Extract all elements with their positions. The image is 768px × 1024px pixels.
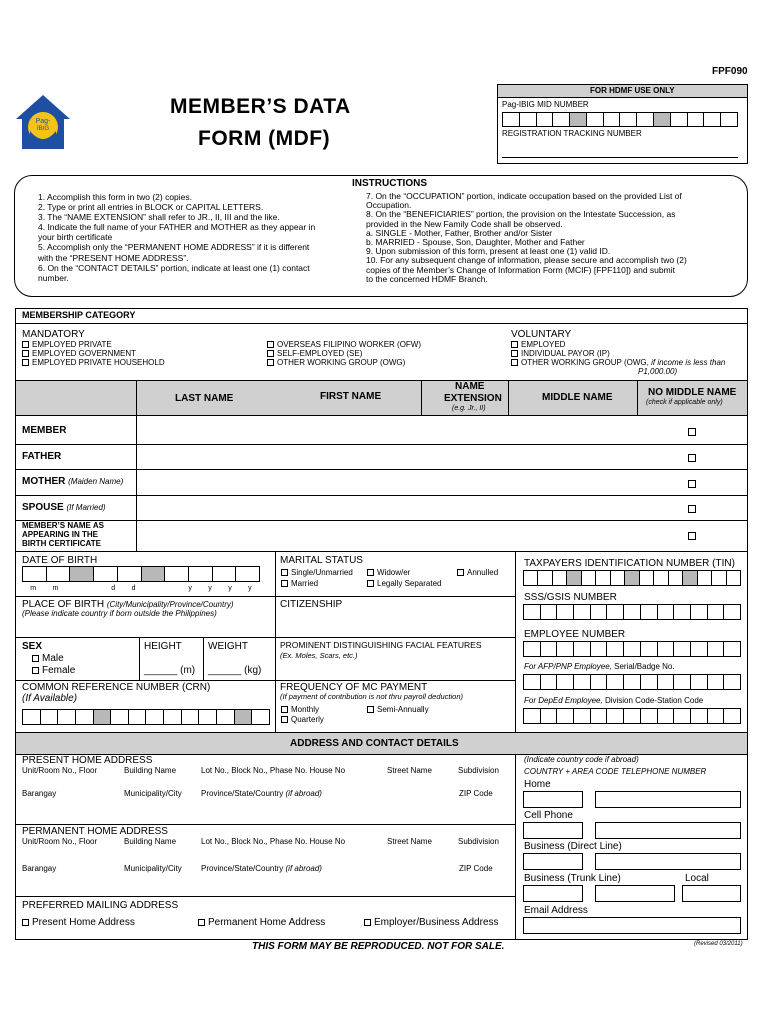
checkbox[interactable] bbox=[511, 341, 518, 348]
biz-trunk-phone-input[interactable] bbox=[595, 885, 675, 902]
mid-number-field[interactable] bbox=[502, 112, 738, 127]
present-col-barangay: Barangay bbox=[22, 789, 57, 798]
row-birthcert-1: MEMBER’S NAME AS bbox=[22, 521, 104, 530]
marital-single[interactable]: Single/Unmarried bbox=[281, 569, 353, 578]
vol-individual-payor[interactable]: INDIVIDUAL PAYOR (IP) bbox=[511, 350, 610, 359]
checkbox[interactable] bbox=[22, 341, 29, 348]
checkbox[interactable] bbox=[367, 569, 374, 576]
instructions-right: 7. On the “OCCUPATION” portion, indicate occupation based on the provided List of Occupation. 8. On the “BENEFICIARIES” portion, the provision on the Intestate Succession, as provided in the New Family Code shall be observed. a. SINGLE - Mother, Father, Brother and/or Sister b. MARRIED - Spouse, Son, Daughter, Mother and Father 9. Upon submission of this form, present at least one (1) valid ID. 10. For any subsequent change of information, please secure and accomplish two (2) copies of the Member’s Change of Information Form (MCIF) [FPF110]) and submit to the concerned HDMF Branch. bbox=[366, 191, 687, 284]
checkbox[interactable] bbox=[281, 569, 288, 576]
sex-female[interactable]: Female bbox=[32, 665, 75, 676]
birthcert-no-middle-checkbox[interactable] bbox=[688, 532, 696, 540]
cell-area-code-input[interactable] bbox=[523, 822, 583, 839]
crn-label: COMMON REFERENCE NUMBER (CRN) bbox=[22, 682, 211, 693]
mailing-employer[interactable]: Employer/Business Address bbox=[364, 917, 499, 928]
freq-semi-annually[interactable]: Semi-Annually bbox=[367, 706, 429, 715]
marital-widow[interactable]: Widow/er bbox=[367, 569, 410, 578]
checkbox[interactable] bbox=[32, 655, 39, 662]
home-area-code-input[interactable] bbox=[523, 791, 583, 808]
form-code: FPF090 bbox=[712, 66, 748, 77]
col-name-ext-1: NAME bbox=[455, 381, 485, 392]
employee-number-field[interactable] bbox=[523, 641, 741, 657]
birthcert-name-input[interactable] bbox=[137, 521, 677, 551]
col-no-middle-note: (check if applicable only) bbox=[646, 399, 723, 406]
revised-note: (Revised 03/2011) bbox=[694, 941, 743, 947]
col-last-name: LAST NAME bbox=[175, 393, 234, 404]
tin-label: TAXPAYERS IDENTIFICATION NUMBER (TIN) bbox=[524, 558, 735, 569]
present-address-label: PRESENT HOME ADDRESS bbox=[22, 755, 153, 766]
home-phone-input[interactable] bbox=[595, 791, 741, 808]
email-label: Email Address bbox=[524, 905, 588, 916]
checkbox[interactable] bbox=[281, 706, 288, 713]
checkbox[interactable] bbox=[22, 919, 29, 926]
citizenship-label: CITIZENSHIP bbox=[280, 599, 343, 610]
col-name-ext-note: (e.g. Jr., II) bbox=[452, 405, 486, 412]
home-label: Home bbox=[524, 779, 551, 790]
dob-label: DATE OF BIRTH bbox=[22, 555, 98, 566]
present-col-zip: ZIP Code bbox=[459, 789, 493, 798]
checkbox[interactable] bbox=[267, 341, 274, 348]
voluntary-label: VOLUNTARY bbox=[511, 329, 572, 340]
rtn-label: REGISTRATION TRACKING NUMBER bbox=[502, 129, 642, 138]
checkbox[interactable] bbox=[198, 919, 205, 926]
row-spouse: SPOUSE (If Married) bbox=[22, 502, 106, 513]
cat-owg[interactable]: OTHER WORKING GROUP (OWG) bbox=[267, 359, 405, 368]
permanent-col-zip: ZIP Code bbox=[459, 864, 493, 873]
crn-note: (If Available) bbox=[22, 693, 78, 704]
rtn-field[interactable] bbox=[502, 157, 738, 158]
present-col-subdivision: Subdivision bbox=[458, 766, 499, 775]
spouse-no-middle-checkbox[interactable] bbox=[688, 505, 696, 513]
freq-quarterly[interactable]: Quarterly bbox=[281, 716, 324, 725]
weight-input[interactable]: ______ (kg) bbox=[208, 665, 262, 676]
checkbox[interactable] bbox=[281, 580, 288, 587]
checkbox[interactable] bbox=[32, 667, 39, 674]
dob-field[interactable] bbox=[22, 566, 260, 582]
pob-input[interactable] bbox=[16, 620, 274, 636]
col-name-ext-2: EXTENSION bbox=[444, 393, 502, 404]
present-col-lot: Lot No., Block No., Phase No. House No bbox=[201, 766, 346, 775]
marital-separated[interactable]: Legally Separated bbox=[367, 580, 442, 589]
permanent-col-building: Building Name bbox=[124, 837, 177, 846]
permanent-col-subdivision: Subdivision bbox=[458, 837, 499, 846]
dob-format: m m d d y y y y bbox=[30, 585, 252, 592]
checkbox[interactable] bbox=[367, 580, 374, 587]
weight-label: WEIGHT bbox=[208, 641, 248, 652]
deped-label: For DepEd Employee, Division Code-Station Code bbox=[524, 696, 704, 705]
page-title-line1: MEMBER’S DATA bbox=[170, 95, 351, 118]
permanent-col-lot: Lot No., Block No., Phase No. House No bbox=[201, 837, 346, 846]
page-title-line2: FORM (MDF) bbox=[198, 127, 331, 150]
row-birthcert-3: BIRTH CERTIFICATE bbox=[22, 539, 101, 548]
biz-direct-phone-input[interactable] bbox=[595, 853, 741, 870]
local-label: Local bbox=[685, 873, 709, 884]
height-label: HEIGHT bbox=[144, 641, 182, 652]
vol-employed[interactable]: EMPLOYED bbox=[511, 341, 565, 350]
mailing-permanent[interactable]: Permanent Home Address bbox=[198, 917, 325, 928]
col-middle-name: MIDDLE NAME bbox=[542, 392, 613, 403]
biz-direct-area-code-input[interactable] bbox=[523, 853, 583, 870]
present-address-input[interactable] bbox=[16, 778, 514, 824]
sss-label: SSS/GSIS NUMBER bbox=[524, 592, 617, 603]
mailing-present[interactable]: Present Home Address bbox=[22, 917, 135, 928]
sss-field[interactable] bbox=[523, 604, 741, 620]
checkbox[interactable] bbox=[22, 350, 29, 357]
father-no-middle-checkbox[interactable] bbox=[688, 454, 696, 462]
address-heading: ADDRESS AND CONTACT DETAILS bbox=[290, 738, 459, 749]
vol-owg[interactable]: OTHER WORKING GROUP (OWG, if income is less than bbox=[511, 359, 725, 368]
marital-label: MARITAL STATUS bbox=[280, 555, 363, 566]
member-name-input[interactable] bbox=[137, 416, 677, 444]
email-input[interactable] bbox=[523, 917, 741, 934]
permanent-address-label: PERMANENT HOME ADDRESS bbox=[22, 826, 168, 837]
contact-cols: COUNTRY + AREA CODE TELEPHONE NUMBER bbox=[524, 767, 707, 776]
instructions-heading: INSTRUCTIONS bbox=[352, 178, 427, 189]
row-member: MEMBER bbox=[22, 425, 67, 436]
checkbox[interactable] bbox=[367, 706, 374, 713]
checkbox[interactable] bbox=[457, 569, 464, 576]
spouse-name-input[interactable] bbox=[137, 496, 677, 520]
hdmf-header: FOR HDMF USE ONLY bbox=[590, 86, 675, 95]
svg-text:Pag-: Pag- bbox=[35, 118, 51, 125]
sex-male[interactable]: Male bbox=[32, 653, 64, 664]
freq-label: FREQUENCY OF MC PAYMENT bbox=[280, 682, 428, 693]
pag-ibig-logo-icon bbox=[14, 93, 72, 153]
row-father: FATHER bbox=[22, 451, 62, 462]
biz-trunk-area-code-input[interactable] bbox=[523, 885, 583, 902]
biz-direct-label: Business (Direct Line) bbox=[524, 841, 622, 852]
permanent-col-unit: Unit/Room No., Floor bbox=[22, 837, 98, 846]
cat-employed-private[interactable]: EMPLOYED PRIVATE bbox=[22, 341, 112, 350]
col-first-name: FIRST NAME bbox=[320, 391, 382, 402]
freq-note: (If payment of contribution is not thru payroll deduction) bbox=[280, 692, 464, 701]
employee-number-label: EMPLOYEE NUMBER bbox=[524, 629, 626, 640]
mother-name-input[interactable] bbox=[137, 470, 677, 495]
checkbox[interactable] bbox=[22, 359, 29, 366]
owg-note: P1,000.00) bbox=[638, 367, 678, 376]
cell-phone-input[interactable] bbox=[595, 822, 741, 839]
crn-field[interactable] bbox=[22, 709, 270, 725]
sex-label: SEX bbox=[22, 641, 43, 652]
checkbox[interactable] bbox=[267, 359, 274, 366]
mailing-address-label: PREFERRED MAILING ADDRESS bbox=[22, 900, 179, 911]
freq-monthly[interactable]: Monthly bbox=[281, 706, 319, 715]
row-mother: MOTHER (Maiden Name) bbox=[22, 476, 124, 487]
cat-employed-government[interactable]: EMPLOYED GOVERNMENT bbox=[22, 350, 136, 359]
checkbox[interactable] bbox=[267, 350, 274, 357]
mandatory-label: MANDATORY bbox=[22, 329, 85, 340]
footer-note: THIS FORM MAY BE REPRODUCED. NOT FOR SALE. bbox=[252, 941, 505, 952]
checkbox[interactable] bbox=[364, 919, 371, 926]
permanent-col-street: Street Name bbox=[387, 837, 432, 846]
deped-field[interactable] bbox=[523, 708, 741, 724]
cell-label: Cell Phone bbox=[524, 810, 573, 821]
permanent-col-barangay: Barangay bbox=[22, 864, 57, 873]
checkbox[interactable] bbox=[511, 350, 518, 357]
marital-annulled[interactable]: Annulled bbox=[457, 569, 498, 578]
present-col-building: Building Name bbox=[124, 766, 177, 775]
biz-trunk-label: Business (Trunk Line) bbox=[524, 873, 621, 884]
cat-self-employed[interactable]: SELF-EMPLOYED (SE) bbox=[267, 350, 362, 359]
present-col-street: Street Name bbox=[387, 766, 432, 775]
permanent-col-province: Province/State/Country (if abroad) bbox=[201, 864, 322, 873]
pob-label: PLACE OF BIRTH (City/Municipality/Province/Country) bbox=[22, 599, 234, 610]
svg-text:IBIG: IBIG bbox=[36, 126, 50, 132]
member-no-middle-checkbox[interactable] bbox=[688, 428, 696, 436]
col-no-middle: NO MIDDLE NAME bbox=[648, 387, 737, 398]
pob-note: (Please indicate country if born outside the Philippines) bbox=[22, 609, 217, 618]
citizenship-input[interactable] bbox=[276, 612, 514, 636]
present-col-city: Municipality/City bbox=[124, 789, 182, 798]
biz-trunk-local-input[interactable] bbox=[682, 885, 741, 902]
present-col-unit: Unit/Room No., Floor bbox=[22, 766, 98, 775]
height-input[interactable]: ______ (m) bbox=[144, 665, 196, 676]
father-name-input[interactable] bbox=[137, 445, 677, 469]
checkbox[interactable] bbox=[511, 359, 518, 366]
afp-label: For AFP/PNP Employee, Serial/Badge No. bbox=[524, 662, 675, 671]
features-note: (Ex. Moles, Scars, etc.) bbox=[280, 651, 358, 660]
membership-heading: MEMBERSHIP CATEGORY bbox=[22, 310, 136, 320]
permanent-address-input[interactable] bbox=[16, 849, 514, 896]
row-birthcert-2: APPEARING IN THE bbox=[22, 530, 99, 539]
permanent-col-city: Municipality/City bbox=[124, 864, 182, 873]
contact-note: (Indicate country code if abroad) bbox=[524, 755, 639, 764]
marital-married[interactable]: Married bbox=[281, 580, 318, 589]
afp-field[interactable] bbox=[523, 674, 741, 690]
tin-field[interactable] bbox=[523, 570, 741, 586]
instructions-left: 1. Accomplish this form in two (2) copies. 2. Type or print all entries in BLOCK or CAPITAL LETTERS. 3. The “NAME EXTENSION” shall refer to JR., II, III and the like. 4. Indicate the full name of your FATHER and MOTHER as they appear in your birth certificate 5. Accomplish only the “PERMANENT HOME ADDRESS” if it is different with the “PRESENT HOME ADDRESS”. 6. On the “CONTACT DETAILS” portion, indicate at least one (1) contact number. bbox=[38, 192, 316, 283]
cat-ofw[interactable]: OVERSEAS FILIPINO WORKER (OFW) bbox=[267, 341, 421, 350]
present-col-province: Province/State/Country (if abroad) bbox=[201, 789, 322, 798]
features-label: PROMINENT DISTINGUISHING FACIAL FEATURES bbox=[280, 640, 482, 650]
cat-employed-household[interactable]: EMPLOYED PRIVATE HOUSEHOLD bbox=[22, 359, 165, 368]
mid-label: Pag-IBIG MID NUMBER bbox=[502, 100, 589, 109]
checkbox[interactable] bbox=[281, 716, 288, 723]
mother-no-middle-checkbox[interactable] bbox=[688, 480, 696, 488]
